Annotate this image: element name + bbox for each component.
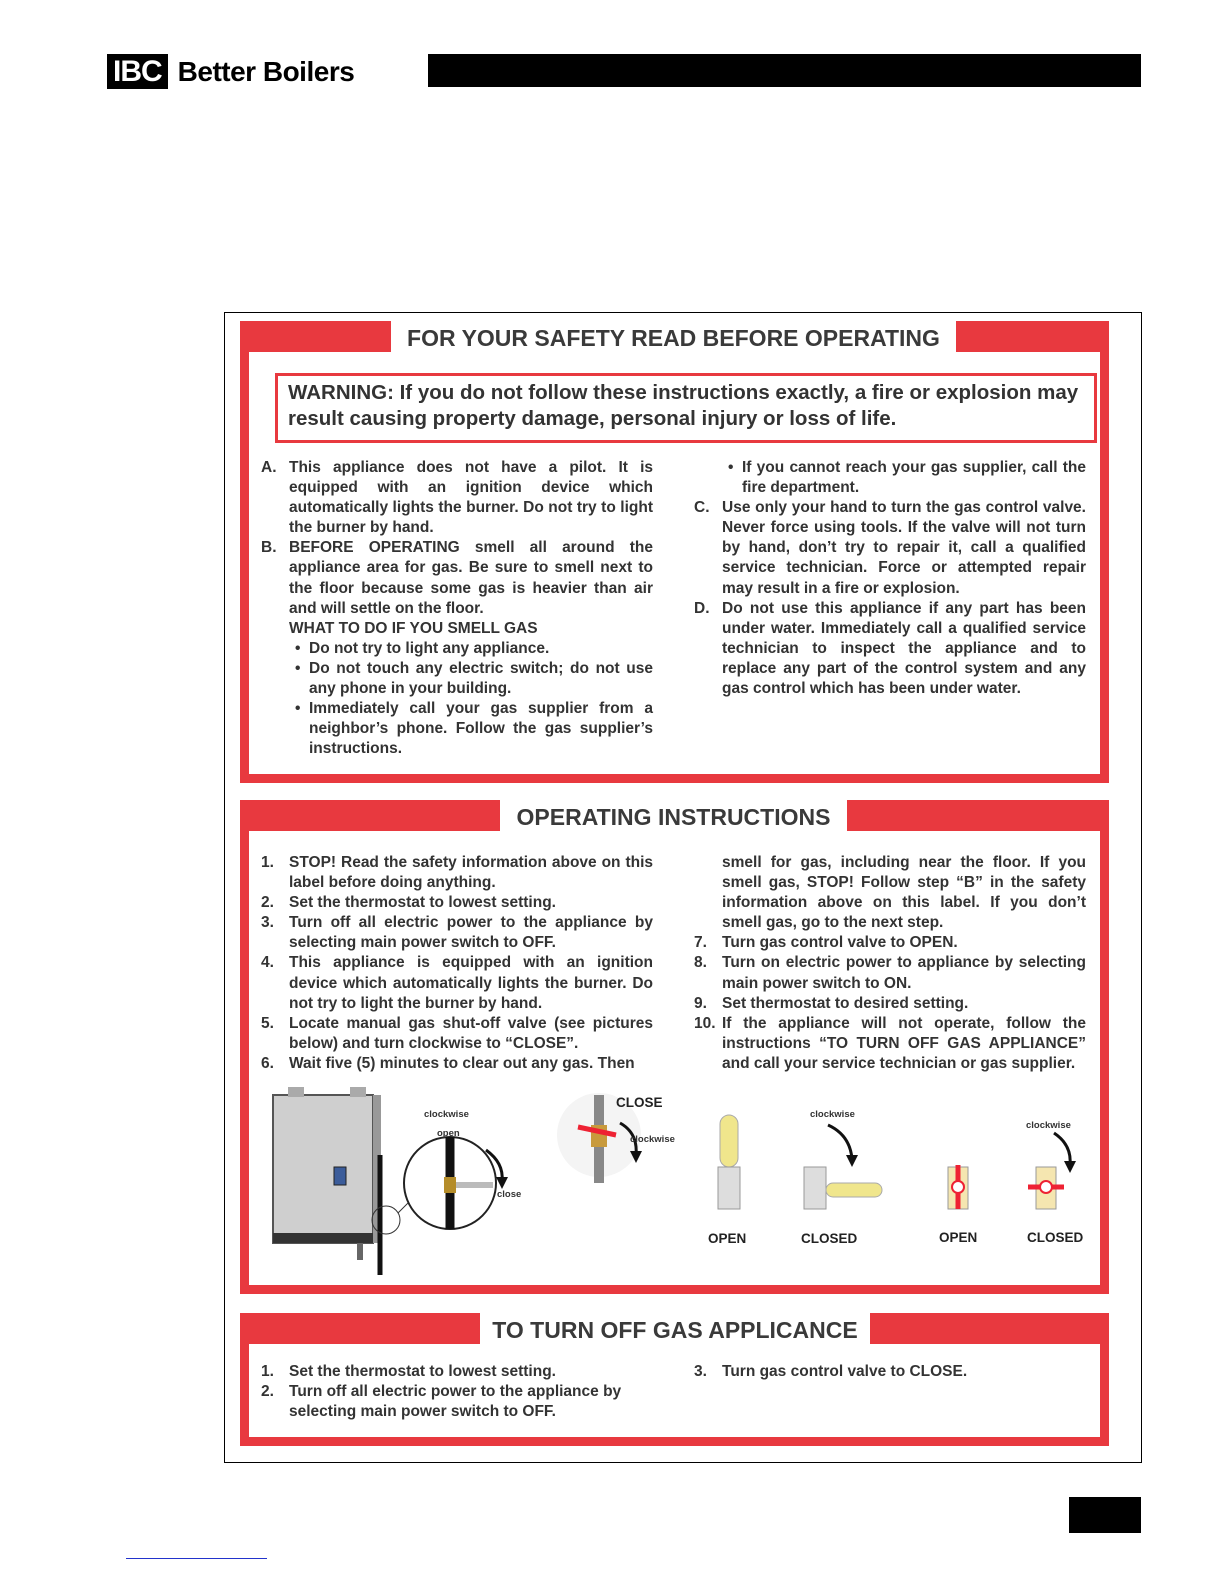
page-number-box <box>1069 1497 1141 1533</box>
diagram-label-close: close <box>497 1189 522 1200</box>
step: STOP! Read the safety information above on this label before doing anything. <box>289 854 653 892</box>
safety-left-column: A. This appliance does not have a pilot. It is equipped with an ignition device which automatically lights the burner. Do not try to light the burner by hand. B. BEFORE OPERATING smell all around the appliance area for gas. Be sure to smell next to the floor because some gas is heavier than air and will settle on the floor. WHAT TO DO IF YOU SMELL GAS • Do not try to light any appliance. • Do not touch any electric switch; do not use any phone in your building. • Immediately call your gas supplier from a neighbor’s phone. Follow the gas supplier’s instructions. <box>261 458 653 759</box>
step: Wait five (5) minutes to clear out any gas. Then <box>289 1054 635 1072</box>
step: Turn off all electric power to the appliance by selecting main power switch to OFF. <box>289 1383 622 1421</box>
operating-left-column: 1. STOP! Read the safety information above on this label before doing anything. 2. Set the thermostat to lowest setting. 3. Turn off all electric power to the appliance by selecting main power switch to OFF. 4. This appliance is equipped with an ignition device which automatically lights the burner. Do not try to light the burner by hand. 5. Locate manual gas shut-off valve (see pictures below) and turn clockwise to “CLOSE”. 6. Wait five (5) minutes to clear out any gas. Then <box>261 853 653 1074</box>
turnoff-right-column: 3. Turn gas control valve to CLOSE. <box>694 1362 1086 1382</box>
bullet: If you cannot reach your gas supplier, call the fire department. <box>742 459 1086 497</box>
valve-label-closed: CLOSED <box>801 1231 858 1246</box>
operating-title: OPERATING INSTRUCTIONS <box>500 800 847 832</box>
boiler-diagram <box>268 1085 688 1285</box>
step: smell for gas, including near the floor. If you smell gas, STOP! Follow step “B” in the safety information above on this label. If you don’t smell gas, go to the next step. <box>722 854 1086 932</box>
safety-right-column: • If you cannot reach your gas supplier, call the fire department. C. Use only your hand to turn the gas control valve. Never force using tools. If the valve will not turn by hand, don’t try to repair it, call a qualified service technician. Force or attempted repair may result in a fire or explosion. D. Do not use this appliance if any part has been under water. Immediately call a qualified service technician to inspect the appliance and to replace any part of the control system and any gas control which has been under water. <box>694 458 1086 699</box>
safety-panel <box>240 321 1109 783</box>
valve-label-closed: CLOSED <box>1027 1230 1084 1245</box>
bullet: Do not touch any electric switch; do not use any phone in your building. <box>309 659 653 698</box>
diagram-label-close-caps: CLOSE <box>616 1095 663 1110</box>
step: If the appliance will not operate, follow the instructions “TO TURN OFF GAS APPLIANCE” and call your service technician or gas supplier. <box>722 1014 1086 1072</box>
turnoff-left-column: 1. Set the thermostat to lowest setting. 2. Turn off all electric power to the appliance by selecting main power switch to OFF. <box>261 1362 653 1422</box>
smell-gas-heading: WHAT TO DO IF YOU SMELL GAS <box>289 619 538 637</box>
valve-label-open: OPEN <box>708 1231 747 1246</box>
diagram-label-open: open <box>437 1128 460 1139</box>
step: Turn on electric power to appliance by selecting main power switch to ON. <box>722 954 1086 992</box>
logo-text: Better Boilers <box>177 55 355 87</box>
diagram-label-clockwise: clockwise <box>424 1109 469 1120</box>
step: Turn gas control valve to CLOSE. <box>722 1363 968 1380</box>
valve-label-open: OPEN <box>939 1230 978 1245</box>
step: Set the thermostat to lowest setting. <box>289 1363 556 1380</box>
operating-panel <box>240 800 1109 1294</box>
safety-item-a: This appliance does not have a pilot. It is equipped with an ignition device which automatically lights the burner. Do not try to light the burner by hand. <box>289 459 653 537</box>
bullet: Do not try to light any appliance. <box>309 639 550 657</box>
diagram-label-clockwise: clockwise <box>630 1134 675 1145</box>
step: Locate manual gas shut-off valve (see pictures below) and turn clockwise to “CLOSE”. <box>289 1014 653 1052</box>
warning-box: WARNING: If you do not follow these instructions exactly, a fire or explosion may result causing property damage, personal injury or loss of life. <box>275 373 1097 443</box>
diagram-label-clockwise: clockwise <box>810 1109 855 1120</box>
step: This appliance is equipped with an ignition device which automatically lights the burner. Do not try to light the burner by hand. <box>289 954 653 1012</box>
logo-mark: IBC <box>107 54 168 89</box>
footer-link-line <box>126 1558 267 1559</box>
step: Turn gas control valve to OPEN. <box>722 934 958 952</box>
brand-logo <box>107 54 354 89</box>
safety-item-d: Do not use this appliance if any part has been under water. Immediately call a qualified service technician to inspect the appliance and to replace any part of the control system and any gas control which has been under water. <box>722 599 1086 698</box>
diagram-label-clockwise: clockwise <box>1026 1120 1071 1131</box>
step: Set thermostat to desired setting. <box>722 994 969 1012</box>
step: Turn off all electric power to the appliance by selecting main power switch to OFF. <box>289 914 653 952</box>
turnoff-panel <box>240 1313 1109 1446</box>
safety-item-b: BEFORE OPERATING smell all around the appliance area for gas. Be sure to smell next to the floor because some gas is heavier than air and will settle on the floor. <box>289 539 653 617</box>
operating-right-column: smell for gas, including near the floor. If you smell gas, STOP! Follow step “B” in the safety information above on this label. If you don’t smell gas, go to the next step. 7. Turn gas control valve to OPEN. 8. Turn on electric power to appliance by selecting main power switch to ON. 9. Set thermostat to desired setting. 10. If the appliance will not operate, follow the instructions “TO TURN OFF GAS APPLIANCE” and call your service technician or gas supplier. <box>694 853 1086 1074</box>
bullet: Immediately call your gas supplier from a neighbor’s phone. Follow the gas supplier’s instructions. <box>309 700 653 758</box>
header-bar <box>428 54 1141 87</box>
safety-title: FOR YOUR SAFETY READ BEFORE OPERATING <box>391 321 956 353</box>
safety-item-c: Use only your hand to turn the gas control valve. Never force using tools. If the valve will not turn by hand, don’t try to repair it, call a qualified service technician. Force or attempted repair may result in a fire or explosion. <box>722 499 1086 597</box>
step: Set the thermostat to lowest setting. <box>289 894 556 912</box>
turnoff-title: TO TURN OFF GAS APPLICANCE <box>480 1313 870 1345</box>
